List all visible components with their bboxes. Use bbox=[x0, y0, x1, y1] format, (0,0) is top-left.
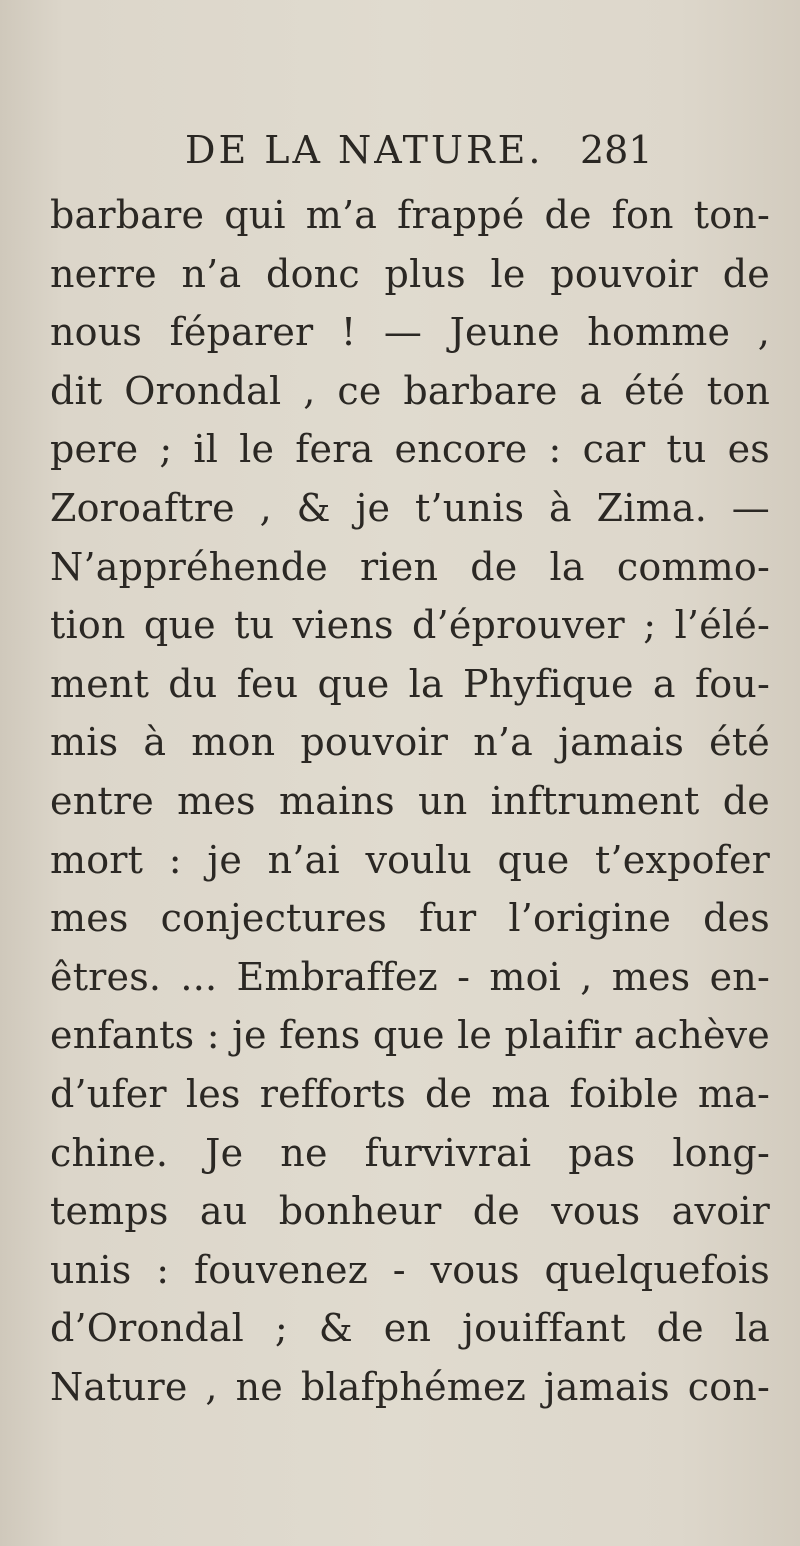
text-line: mis à mon pouvoir n’a jamais été bbox=[50, 720, 770, 765]
text-line: temps au bonheur de vous avoir bbox=[50, 1189, 770, 1234]
text-line: mort : je n’ai voulu que t’expofer bbox=[50, 837, 770, 882]
text-line: Nature , ne blafphémez jamais con- bbox=[50, 1364, 770, 1409]
body-text bbox=[50, 186, 770, 1416]
text-line: chine. Je ne furvivrai pas long- bbox=[50, 1130, 770, 1175]
text-line: entre mes mains un inftrument de bbox=[50, 778, 770, 823]
text-line: dit Orondal , ce barbare a été ton bbox=[50, 368, 770, 413]
text-line: mes conjectures fur l’origine des bbox=[50, 896, 770, 941]
page-number: 281 bbox=[580, 128, 653, 172]
text-line: nous féparer ! — Jeune homme , bbox=[50, 310, 770, 355]
running-head: DE LA NATURE. bbox=[185, 128, 544, 172]
text-line: N’appréhende rien de la commo- bbox=[50, 544, 770, 589]
text-line: enfants : je fens que le plaifir achève bbox=[50, 1013, 770, 1058]
text-line: ment du feu que la Phyfique a fou- bbox=[50, 661, 770, 706]
text-line: pere ; il le fera encore : car tu es bbox=[50, 427, 770, 472]
text-line: nerre n’a donc plus le pouvoir de bbox=[50, 251, 770, 296]
page-header bbox=[0, 128, 800, 184]
text-line: êtres. ... Embraffez - moi , mes en- bbox=[50, 954, 770, 999]
text-line: barbare qui m’a frappé de fon ton- bbox=[50, 193, 770, 237]
text-line: Zoroaftre , & je t’unis à Zima. — bbox=[50, 485, 770, 530]
text-line: d’Orondal ; & en jouiffant de la bbox=[50, 1306, 770, 1351]
text-line: tion que tu viens d’éprouver ; l’élé- bbox=[50, 603, 770, 648]
text-line: d’ufer les refforts de ma foible ma- bbox=[50, 1071, 770, 1116]
text-line: unis : fouvenez - vous quelquefois bbox=[50, 1247, 770, 1292]
